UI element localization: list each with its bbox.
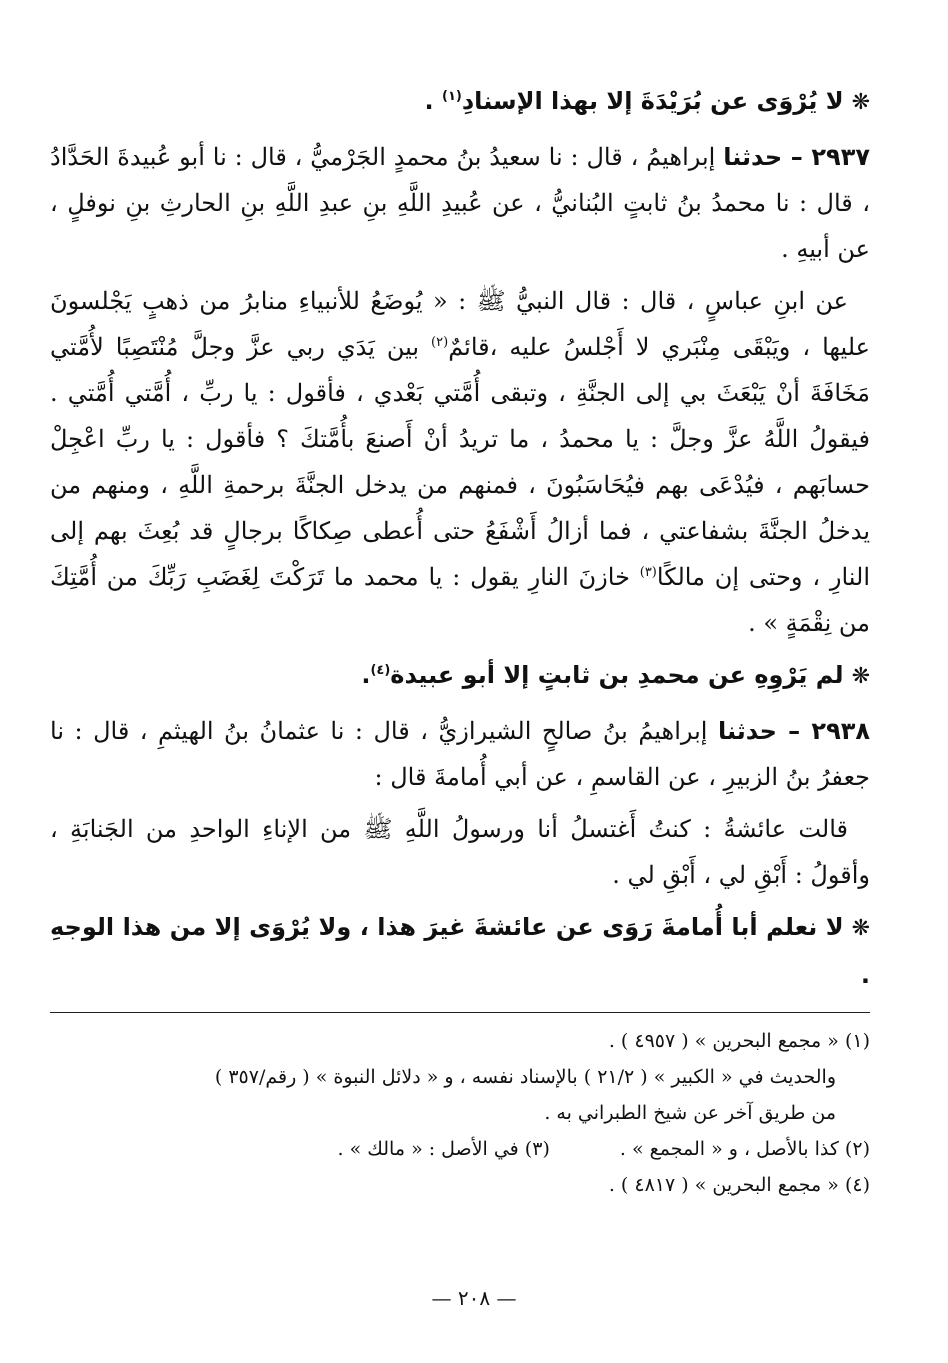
footnote-3: (٣) في الأصل : « مالك » . [337,1138,550,1160]
footnote-2: (٢) كذا بالأصل ، و « المجمع » . [619,1138,870,1160]
page-number: — ٢٠٨ — [431,1286,517,1310]
hadith-number-2938: ٢٩٣٨ [811,717,871,745]
remark-line-3 [50,904,870,998]
footnote-divider [50,1012,870,1013]
footnote-4: (٤) « مجمع البحرين » ( ٤٨١٧ ) . [608,1174,870,1196]
hadith-keyword: حدثنا [723,143,783,171]
asterisk-icon: ❋ [851,664,870,689]
hadith-dash: – [782,143,812,171]
hadith-number-2937: ٢٩٣٧ [811,143,870,171]
hadith-dash: – [776,717,812,745]
matn-part-1: عن ابنِ عباسٍ ، قال : قال النبيُّ ﷺ : « يُوضَعُ للأنبياءِ منابرُ من ذهبٍ يَجْلسونَ عليها ، ويَبْقَى مِنْبَري لا أَجْلسُ عليه ،قائمٌ [50,287,870,361]
hadith-keyword: حدثنا [717,717,777,745]
matn-part-3: خازنَ النارِ يقول : يا محمد ما تَرَكْتَ لِغَضَبِ رَبِّكَ من أُمَّتِكَ من نِقْمَةٍ » . [50,563,870,637]
page-body [50,78,870,1203]
matn-text: قالت عائشةُ : كنتُ أَغتسلُ أنا ورسولُ اللَّهِ ﷺ من الإناءِ الواحدِ من الجَنابَةِ ، وأقولُ : أَبْقِ لي ، أَبْقِ لي . [50,815,870,889]
footnote-1-continuation-2: من طريق آخر عن شيخ الطبراني به . [544,1102,836,1124]
remark-end-1: . [424,87,443,115]
hadith-2938-chain [50,708,870,800]
footnote-ref-4[interactable]: (٤) [370,663,391,678]
hadith-2938-matn [50,806,870,898]
remark-line-1 [50,78,870,126]
remark-text-2: لم يَرْوِهِ عن محمدِ بن ثابتٍ إلا أبو عبيدة [390,661,844,689]
hadith-chain-text: إبراهيمُ ، قال : نا سعيدُ بنُ محمدٍ الجَرْميُّ ، قال : نا أبو عُبيدةَ الحَدَّادُ ، قال : نا محمدُ بنُ ثابتٍ البُنانيُّ ، عن عُبيدِ اللَّهِ بنِ عبدِ اللَّهِ بنِ الحارثِ بنِ نوفلٍ ، عن أبيهِ . [50,143,870,263]
asterisk-icon: ❋ [851,916,870,941]
footnote-1: (١) « مجمع البحرين » ( ٤٩٥٧ ) . [608,1030,870,1052]
remark-end-2: . [361,661,371,689]
footnotes-2-3 [50,1131,870,1167]
remark-text-3: لا نعلم أبا أُمامةَ رَوَى عن عائشةَ غيرَ هذا ، ولا يُرْوَى إلا من هذا الوجهِ . [50,913,870,989]
footnote-ref-3[interactable]: (٣) [639,565,657,580]
footnote-1-continuation: والحديث في « الكبير » ( ٢١/٢ ) بالإسناد نفسه ، و « دلائل النبوة » ( رقم/٣٥٧ ) [214,1066,836,1088]
footnotes-section [50,1023,870,1203]
hadith-chain-text: إبراهيمُ بنُ صالحٍ الشيرازيُّ ، قال : نا عثمانُ بنُ الهيثمِ ، قال : نا جعفرُ بنُ الزبيرِ ، عن القاسمِ ، عن أبي أُمامةَ قال : [50,717,870,791]
matn-part-2: بين يَدَي ربي عزَّ وجلَّ مُنْتَصِبًا لأُمَّتي مَخَافَةَ أنْ يَبْعَثَ بي إلى الجنَّةِ ، وتبقى أُمَّتي بَعْدي ، فأقول : يا ربِّ ، أُمَّتي أُمَّتي . فيقولُ اللَّهُ عزَّ وجلَّ : يا محمدُ ، ما تريدُ أنْ أَصنعَ بأُمَّتكَ ؟ فأقول : يا ربِّ اعْجِلْ حسابَهم ، فيُدْعَى بهم فيُحَاسَبُونَ ، فمنهم من يدخل الجنَّةَ برحمةِ اللَّهِ ، ومنهم من يدخلُ الجنَّةَ بشفاعتي ، فما أزالُ أَشْفَعُ حتى أُعطى صِكاكًا برجالٍ قد بُعِثَ بهم إلى النارِ ، وحتى إن مالكًا [50,333,870,591]
hadith-2937-matn [50,278,870,646]
remark-line-2 [50,652,870,700]
footnote-ref-1[interactable]: (١) [442,89,462,104]
footnote-ref-2[interactable]: (٢) [431,335,449,350]
asterisk-icon: ❋ [851,90,870,115]
hadith-2937-chain [50,134,870,272]
remark-text-1: لا يُرْوَى عن بُرَيْدَةَ إلا بهذا الإسنادِ [461,87,844,115]
